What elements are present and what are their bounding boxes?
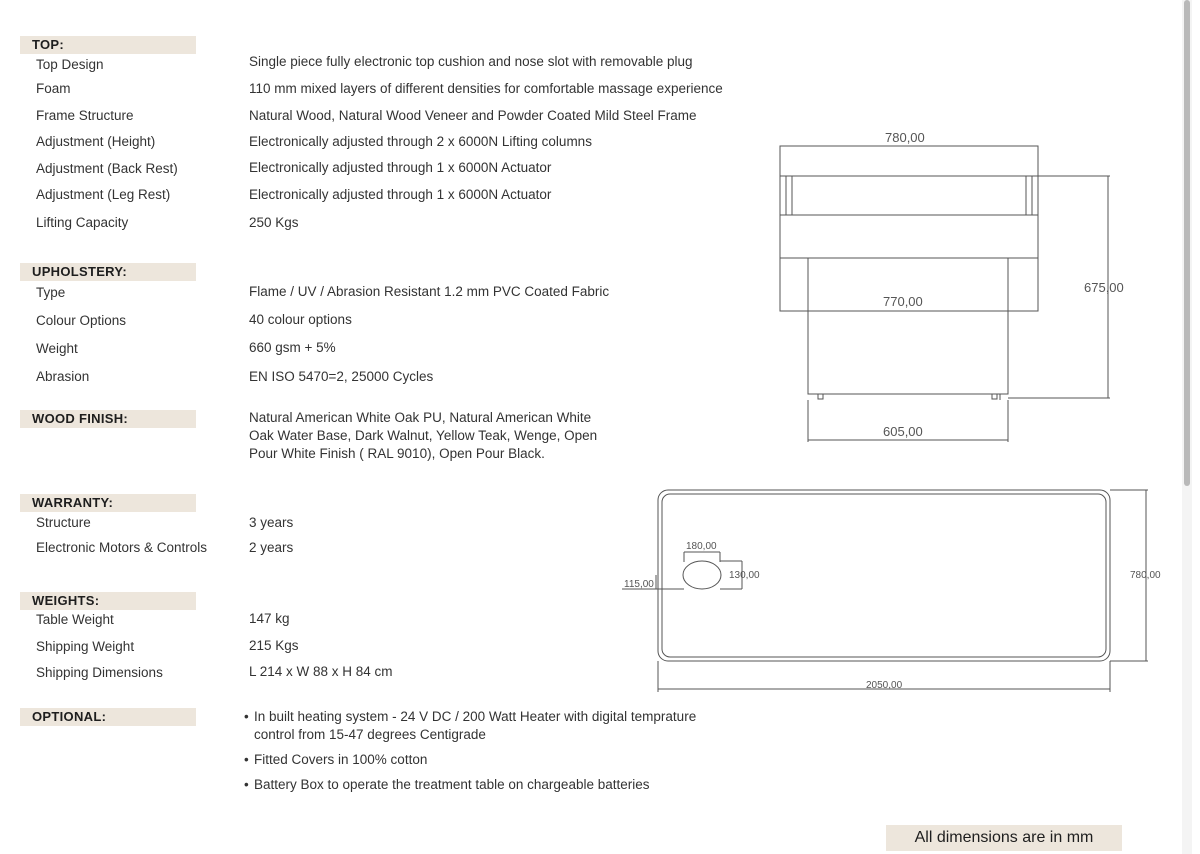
optional-item: • In built heating system - 24 V DC / 200 Watt Heater with digital temprature control from 15-47 degrees Centigrade (244, 709, 697, 742)
wood-finish-line: Oak Water Base, Dark Walnut, Yellow Teak, Wenge, Open (249, 428, 598, 443)
spec-label: Type (36, 285, 66, 300)
wood-finish-line: Natural American White Oak PU, Natural American White (249, 410, 592, 425)
spec-label: Shipping Dimensions (36, 665, 163, 680)
dimensions-note: All dimensions are in mm (886, 825, 1122, 851)
section-heading-wood-finish: WOOD FINISH: (20, 410, 196, 428)
drawing-table-top (780, 146, 1038, 311)
spec-value: L 214 x W 88 x H 84 cm (249, 664, 393, 679)
dim-label-mid-width: 770,00 (883, 294, 923, 309)
section-heading-upholstery: UPHOLSTERY: (20, 263, 196, 281)
spec-label: Shipping Weight (36, 639, 135, 654)
spec-label: Adjustment (Height) (36, 134, 156, 149)
spec-label: Table Weight (36, 612, 114, 627)
spec-value: 110 mm mixed layers of different densities for comfortable massage experience (249, 81, 723, 96)
spec-value: 250 Kgs (249, 215, 299, 230)
spec-label: Adjustment (Back Rest) (36, 161, 178, 176)
spec-label: Adjustment (Leg Rest) (36, 187, 171, 202)
spec-value: 660 gsm + 5% (249, 340, 336, 355)
bullet-marker: • (244, 709, 249, 724)
spec-value: 40 colour options (249, 312, 352, 327)
section-heading-warranty: WARRANTY: (20, 494, 196, 512)
section-heading-top: TOP: (20, 36, 196, 54)
spec-value: Natural Wood, Natural Wood Veneer and Powder Coated Mild Steel Frame (249, 108, 697, 123)
spec-label: Abrasion (36, 369, 90, 384)
drawing-plan-outline (658, 490, 1110, 661)
bullet-marker: • (244, 752, 249, 767)
spec-label: Electronic Motors & Controls (36, 540, 208, 555)
drawing-face-hole (683, 561, 721, 589)
spec-value: Single piece fully electronic top cushion and nose slot with removable plug (249, 54, 693, 69)
dim-label-height: 675,00 (1084, 280, 1124, 295)
dim-label-base-width: 605,00 (883, 424, 923, 439)
spec-label: Structure (36, 515, 91, 530)
spec-value: 2 years (249, 540, 294, 555)
dim-label-hole-width: 180,00 (686, 541, 717, 552)
spec-value: 3 years (249, 515, 294, 530)
spec-label: Foam (36, 81, 71, 96)
spec-label: Weight (36, 341, 78, 356)
spec-value: 215 Kgs (249, 638, 299, 653)
dim-label-top-width: 780,00 (885, 130, 925, 145)
spec-value: Electronically adjusted through 1 x 6000N Actuator (249, 160, 552, 175)
spec-value: 147 kg (249, 611, 290, 626)
spec-label: Top Design (36, 57, 104, 72)
dim-label-hole-offset: 115,00 (624, 579, 654, 590)
dim-label-hole-depth: 130,00 (729, 570, 760, 581)
spec-value: Electronically adjusted through 1 x 6000N Actuator (249, 187, 552, 202)
scrollbar-thumb[interactable] (1184, 0, 1190, 486)
dim-label-plan-width: 780,00 (1130, 570, 1161, 581)
optional-item: • Fitted Covers in 100% cotton (244, 752, 428, 767)
optional-item: • Battery Box to operate the treatment table on chargeable batteries (244, 777, 650, 792)
spec-label: Lifting Capacity (36, 215, 129, 230)
spec-label: Colour Options (36, 313, 127, 328)
bullet-marker: • (244, 777, 249, 792)
drawing-base (808, 258, 1008, 394)
spec-value: EN ISO 5470=2, 25000 Cycles (249, 369, 434, 384)
wood-finish-line: Pour White Finish ( RAL 9010), Open Pour Black. (249, 446, 545, 461)
spec-label: Frame Structure (36, 108, 134, 123)
spec-value: Electronically adjusted through 2 x 6000N Lifting columns (249, 134, 592, 149)
dim-label-plan-length: 2050,00 (866, 680, 903, 691)
spec-value: Flame / UV / Abrasion Resistant 1.2 mm PVC Coated Fabric (249, 284, 610, 299)
section-heading-optional: OPTIONAL: (20, 708, 196, 726)
section-heading-weights: WEIGHTS: (20, 592, 196, 610)
